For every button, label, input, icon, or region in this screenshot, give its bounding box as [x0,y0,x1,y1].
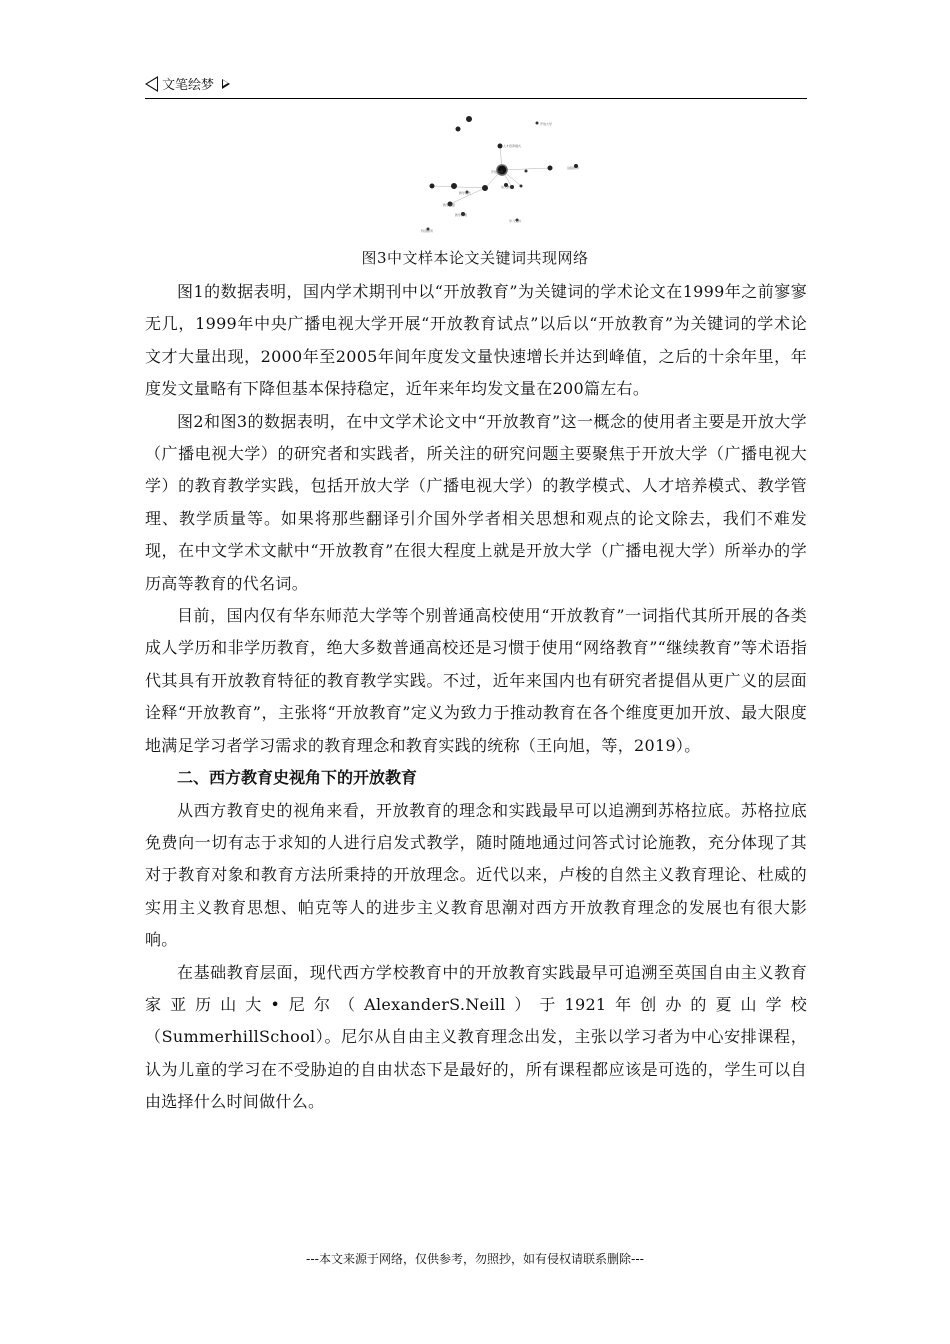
node-label: 教学管理 [455,213,468,217]
network-node [466,116,472,122]
node-label: 学习支持 [509,219,522,223]
body-paragraph: 图1的数据表明，国内学术期刊中以“开放教育”为关键词的学术论文在1999年之前寥寥无几，1999年中央广播电视大学开展“开放教育试点”以后以“开放教育”为关键词的学术论文才大量出现，2000年至2005年间年度发文量快速增长并达到峰值，之后的十余年里，年度发文量略有下降但基本保持稳定，近年来年均发文量在200篇左右。 [145,282,807,399]
header-brand [145,74,230,93]
brand-text: 文笔绘梦 [162,78,215,93]
network-node [482,185,488,191]
node-label: 教学质量 [443,203,456,207]
figure-caption: 图3中文样本论文关键词共现网络 [361,249,589,267]
network-node [430,184,435,189]
body-paragraph: 图2和图3的数据表明，在中文学术论文中“开放教育”这一概念的使用者主要是开放大学（广播电视大学）的研究者和实践者，所关注的研究问题主要聚焦于开放大学（广播电视大学）的教育教学实践，包括开放大学（广播电视大学）的教学模式、人才培养模式、教学管理、教学质量等。如果将那些翻译引介国外学者相关思想和观点的论文除去，我们不难发现，在中文学术文献中“开放教育”在很大程度上就是开放大学（广播电视大学）所举办的学历高等教育的代名词。 [145,411,807,593]
page-footer-disclaimer: ---本文来源于网络，仅供参考，勿照抄，如有侵权请联系删除--- [306,1252,644,1266]
node-label: 教学模式 [459,191,472,195]
node-label: 终身教育 [421,229,434,233]
body-paragraph: 在基础教育层面，现代西方学校教育中的开放教育实践最早可追溯至英国自由主义教育家亚历山大•尼尔（AlexanderS.Neill）于1921年创办的夏山学校（SummerhillSchool）。尼尔从自由主义教育理念出发，主张以学习者为中心安排课程，认为儿童的学习在不受胁迫的自由状态下是最好的，所有课程都应该是可选的，学生可以自由选择什么时间做什么。 [145,962,807,1112]
body-paragraph: 从西方教育史的视角来看，开放教育的理念和实践最早可以追溯到苏格拉底。苏格拉底免费向一切有志于求知的人进行启发式教学，随时随地通过问答式讨论施教，充分体现了其对于教育对象和教育方法所秉持的开放理念。近代以来，卢梭的自然主义教育理论、杜威的实用主义教育思想、帕克等人的进步主义教育思潮对西方开放教育理念的发展也有很大影响。 [145,800,807,950]
network-node [548,166,553,171]
node-label: 开放大学 [540,122,553,126]
network-edges [432,146,550,204]
network-node [525,170,528,173]
node-label: 开放教育 [491,170,504,174]
right-triangle-icon [222,79,230,89]
node-label: 人才培养模式 [503,144,522,148]
network-node [498,144,503,149]
network-node [451,183,457,189]
page-header [145,72,807,99]
body-paragraph: 目前，国内仅有华东师范大学等个别普通高校使用“开放教育”一词指代其所开展的各类成人学历和非学历教育，绝大多数普通高校还是习惯于使用“网络教育”“继续教育”等术语指代其具有开放教育特征的教育教学实践。不过，近年来国内也有研究者提倡从更广义的层面诠释“开放教育”，主张将“开放教育”定义为致力于推动教育在各个维度更加开放、最大限度地满足学习者学习需求的教育理念和教育实践的统称（王向旭，等，2019）。 [145,606,807,755]
node-label: 成人教育 [501,185,514,189]
network-labels [421,121,579,233]
network-node [456,127,461,132]
left-triangle-icon [145,76,158,92]
network-node [520,185,523,188]
node-label: 远程教育 [567,166,580,170]
section-heading: 二、西方教育史视角下的开放教育 [177,768,418,788]
keyword-network-figure [395,108,595,238]
network-node [536,122,539,125]
article-body [145,276,807,1119]
